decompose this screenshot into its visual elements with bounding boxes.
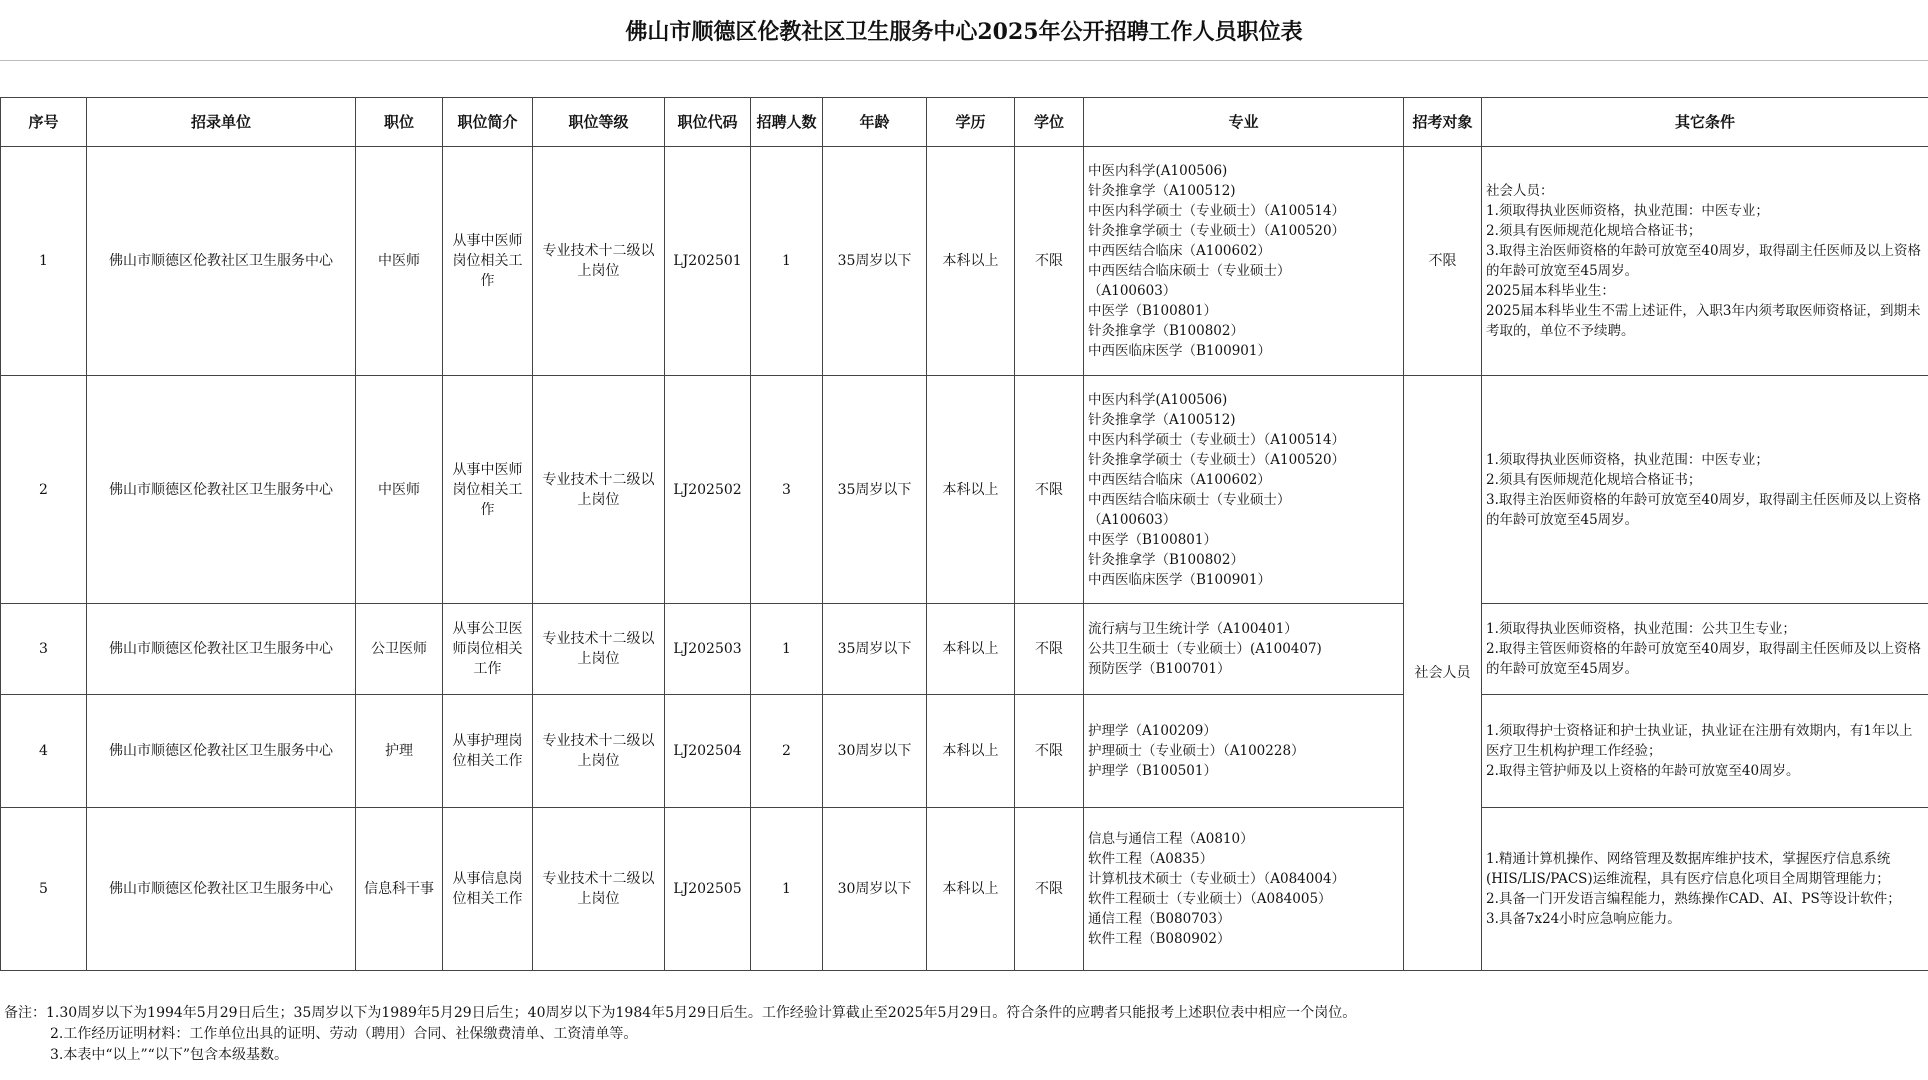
- cell-intro: 从事中医师岗位相关工作: [443, 376, 533, 604]
- major-line: 预防医学（B100701）: [1088, 661, 1231, 677]
- header-cell: 职位等级: [533, 98, 665, 147]
- header-cell: 序号: [1, 98, 87, 147]
- header-cell: 专业: [1084, 98, 1404, 147]
- condition-line: 社会人员：: [1486, 183, 1554, 199]
- cell-unit: 佛山市顺德区伦教社区卫生服务中心: [87, 808, 356, 971]
- cell-position: 中医师: [356, 376, 443, 604]
- cell-majors: [1084, 695, 1404, 808]
- condition-line: 1.须取得执业医师资格，执业范围：公共卫生专业；: [1486, 621, 1796, 637]
- cell-majors: [1084, 147, 1404, 376]
- cell-count: 1: [751, 808, 823, 971]
- major-line: 中医内科学硕士（专业硕士）（A100514）: [1088, 431, 1346, 448]
- major-line: 计算机技术硕士（专业硕士）（A084004）: [1088, 871, 1346, 887]
- major-line: 流行病与卫生统计学（A100401）: [1088, 621, 1298, 637]
- header-row: [1, 98, 1928, 147]
- cell-no: 5: [1, 808, 87, 971]
- header-cell: 其它条件: [1482, 98, 1928, 147]
- major-line: 针灸推拿学硕士（专业硕士）（A100520）: [1088, 451, 1346, 468]
- header-cell: 招考对象: [1404, 98, 1482, 147]
- cell-edu: 本科以上: [927, 695, 1015, 808]
- blank-row: [0, 60, 1928, 98]
- cell-degree: 不限: [1015, 808, 1084, 971]
- condition-line: 3.具备7x24小时应急响应能力。: [1486, 911, 1681, 927]
- cell-level: 专业技术十二级以上岗位: [533, 147, 665, 376]
- header-cell: 学位: [1015, 98, 1084, 147]
- cell-code: LJ202501: [665, 147, 751, 376]
- cell-age: 35周岁以下: [823, 147, 927, 376]
- cell-code: LJ202505: [665, 808, 751, 971]
- cell-position: 护理: [356, 695, 443, 808]
- cell-level: 专业技术十二级以上岗位: [533, 695, 665, 808]
- condition-line: 1.须取得执业医师资格，执业范围：中医专业；: [1486, 451, 1769, 468]
- cell-majors: [1084, 808, 1404, 971]
- table-row: [1, 604, 1928, 695]
- major-line: 中医内科学(A100506): [1088, 163, 1228, 179]
- major-line: 针灸推拿学（A100512): [1088, 183, 1236, 199]
- table-row: [1, 147, 1928, 376]
- major-line: 公共卫生硕士（专业硕士）(A100407): [1088, 641, 1322, 657]
- major-line: 中西医临床医学（B100901）: [1088, 571, 1271, 588]
- condition-line: 1.须取得护士资格证和护士执业证，执业证在注册有效期内，有1年以上医疗卫生机构护理工作经验；: [1486, 723, 1913, 759]
- major-line: 中西医结合临床硕士（专业硕士）: [1088, 263, 1291, 279]
- note-line: 2.工作经历证明材料：工作单位出具的证明、劳动（聘用）合同、社保缴费清单、工资清单等。: [50, 1026, 638, 1042]
- cell-no: 4: [1, 695, 87, 808]
- major-line: 通信工程（B080703）: [1088, 911, 1231, 927]
- cell-count: 2: [751, 695, 823, 808]
- header-cell: 年龄: [823, 98, 927, 147]
- major-line: 中西医结合临床（A100602）: [1088, 471, 1271, 488]
- cell-edu: 本科以上: [927, 808, 1015, 971]
- major-line: 护理学（A100209）: [1088, 723, 1217, 739]
- cell-conditions: [1482, 695, 1928, 808]
- cell-unit: 佛山市顺德区伦教社区卫生服务中心: [87, 604, 356, 695]
- cell-edu: 本科以上: [927, 147, 1015, 376]
- header-cell: 招录单位: [87, 98, 356, 147]
- cell-no: 3: [1, 604, 87, 695]
- major-line: 针灸推拿学（B100802）: [1088, 551, 1244, 568]
- condition-line: 2.取得主管医师资格的年龄可放宽至40周岁，取得副主任医师及以上资格的年龄可放宽至45周岁。: [1486, 641, 1922, 677]
- cell-level: 专业技术十二级以上岗位: [533, 376, 665, 604]
- cell-intro: 从事中医师岗位相关工作: [443, 147, 533, 376]
- cell-unit: 佛山市顺德区伦教社区卫生服务中心: [87, 147, 356, 376]
- cell-age: 30周岁以下: [823, 808, 927, 971]
- cell-position: 公卫医师: [356, 604, 443, 695]
- cell-no: 2: [1, 376, 87, 604]
- major-line: 针灸推拿学硕士（专业硕士）（A100520）: [1088, 223, 1346, 239]
- cell-conditions: [1482, 808, 1928, 971]
- condition-line: 1.精通计算机操作、网络管理及数据库维护技术，掌握医疗信息系统(HIS/LIS/PACS)运维流程，具有医疗信息化项目全周期管理能力；: [1486, 851, 1891, 887]
- cell-degree: 不限: [1015, 695, 1084, 808]
- cell-conditions: [1482, 376, 1928, 604]
- major-line: 针灸推拿学（A100512): [1088, 411, 1236, 428]
- major-line: 中医学（B100801）: [1088, 303, 1217, 319]
- cell-age: 35周岁以下: [823, 376, 927, 604]
- cell-age: 30周岁以下: [823, 695, 927, 808]
- major-line: 软件工程硕士（专业硕士）（A084005）: [1088, 891, 1332, 907]
- major-line: 中西医结合临床（A100602）: [1088, 243, 1271, 259]
- cell-code: LJ202503: [665, 604, 751, 695]
- cell-count: 3: [751, 376, 823, 604]
- table-row: [1, 695, 1928, 808]
- cell-degree: 不限: [1015, 147, 1084, 376]
- cell-position: 信息科干事: [356, 808, 443, 971]
- header-cell: 学历: [927, 98, 1015, 147]
- page-title: 佛山市顺德区伦教社区卫生服务中心2025年公开招聘工作人员职位表: [0, 0, 1928, 61]
- cell-conditions: [1482, 604, 1928, 695]
- major-line: 中西医结合临床硕士（专业硕士）: [1088, 491, 1291, 508]
- header-cell: 招聘人数: [751, 98, 823, 147]
- major-line: 中医学（B100801）: [1088, 531, 1217, 548]
- header-cell: 职位: [356, 98, 443, 147]
- cell-majors: [1084, 376, 1404, 604]
- cell-age: 35周岁以下: [823, 604, 927, 695]
- cell-majors: [1084, 604, 1404, 695]
- major-line: 中西医临床医学（B100901）: [1088, 343, 1271, 359]
- table-row: [1, 808, 1928, 971]
- cell-code: LJ202502: [665, 376, 751, 604]
- major-line: 信息与通信工程（A0810）: [1088, 831, 1254, 847]
- condition-line: 2.须具有医师规范化规培合格证书；: [1486, 471, 1702, 488]
- cell-unit: 佛山市顺德区伦教社区卫生服务中心: [87, 695, 356, 808]
- cell-unit: 佛山市顺德区伦教社区卫生服务中心: [87, 376, 356, 604]
- cell-intro: 从事信息岗位相关工作: [443, 808, 533, 971]
- condition-line: 2.取得主管护师及以上资格的年龄可放宽至40周岁。: [1486, 763, 1800, 779]
- major-line: 中医内科学(A100506): [1088, 391, 1228, 408]
- cell-intro: 从事公卫医师岗位相关工作: [443, 604, 533, 695]
- note-line: 3.本表中“以上”“以下”包含本级基数。: [50, 1047, 288, 1063]
- footnotes: [4, 1003, 1914, 1066]
- major-line: 护理硕士（专业硕士）（A100228）: [1088, 743, 1305, 759]
- cell-no: 1: [1, 147, 87, 376]
- cell-count: 1: [751, 604, 823, 695]
- major-line: （A100603）: [1088, 511, 1177, 528]
- major-line: 针灸推拿学（B100802）: [1088, 323, 1244, 339]
- cell-level: 专业技术十二级以上岗位: [533, 808, 665, 971]
- cell-edu: 本科以上: [927, 376, 1015, 604]
- condition-line: 2.须具有医师规范化规培合格证书；: [1486, 223, 1702, 239]
- condition-line: 3.取得主治医师资格的年龄可放宽至40周岁，取得副主任医师及以上资格的年龄可放宽至45周岁。: [1486, 243, 1922, 279]
- condition-line: 1.须取得执业医师资格，执业范围：中医专业；: [1486, 203, 1769, 219]
- major-line: 护理学（B100501）: [1088, 763, 1217, 779]
- cell-degree: 不限: [1015, 604, 1084, 695]
- condition-line: 2025届本科毕业生不需上述证件，入职3年内须考取医师资格证，到期未考取的，单位不予续聘。: [1486, 303, 1921, 339]
- header-cell: 职位简介: [443, 98, 533, 147]
- major-line: （A100603）: [1088, 283, 1177, 299]
- jobs-table: [0, 97, 1928, 971]
- note-line: 备注：1.30周岁以下为1994年5月29日后生；35周岁以下为1989年5月29日后生；40周岁以下为1984年5月29日后生。工作经验计算截止至2025年5月29日。符合条件的应聘者只能报考上述职位表中相应一个岗位。: [4, 1005, 1357, 1021]
- table-row: [1, 376, 1928, 604]
- major-line: 软件工程（A0835）: [1088, 851, 1214, 867]
- header-cell: 职位代码: [665, 98, 751, 147]
- condition-line: 2025届本科毕业生：: [1486, 283, 1615, 299]
- condition-line: 3.取得主治医师资格的年龄可放宽至40周岁，取得副主任医师及以上资格的年龄可放宽至45周岁。: [1486, 491, 1922, 528]
- major-line: 中医内科学硕士（专业硕士）（A100514）: [1088, 203, 1346, 219]
- cell-degree: 不限: [1015, 376, 1084, 604]
- major-line: 软件工程（B080902）: [1088, 931, 1231, 947]
- condition-line: 2.具备一门开发语言编程能力，熟练操作CAD、AI、PS等设计软件；: [1486, 891, 1901, 907]
- cell-code: LJ202504: [665, 695, 751, 808]
- cell-count: 1: [751, 147, 823, 376]
- cell-target-merged: 社会人员: [1404, 376, 1482, 971]
- cell-intro: 从事护理岗位相关工作: [443, 695, 533, 808]
- cell-edu: 本科以上: [927, 604, 1015, 695]
- cell-conditions: [1482, 147, 1928, 376]
- cell-position: 中医师: [356, 147, 443, 376]
- cell-level: 专业技术十二级以上岗位: [533, 604, 665, 695]
- cell-target: 不限: [1404, 147, 1482, 376]
